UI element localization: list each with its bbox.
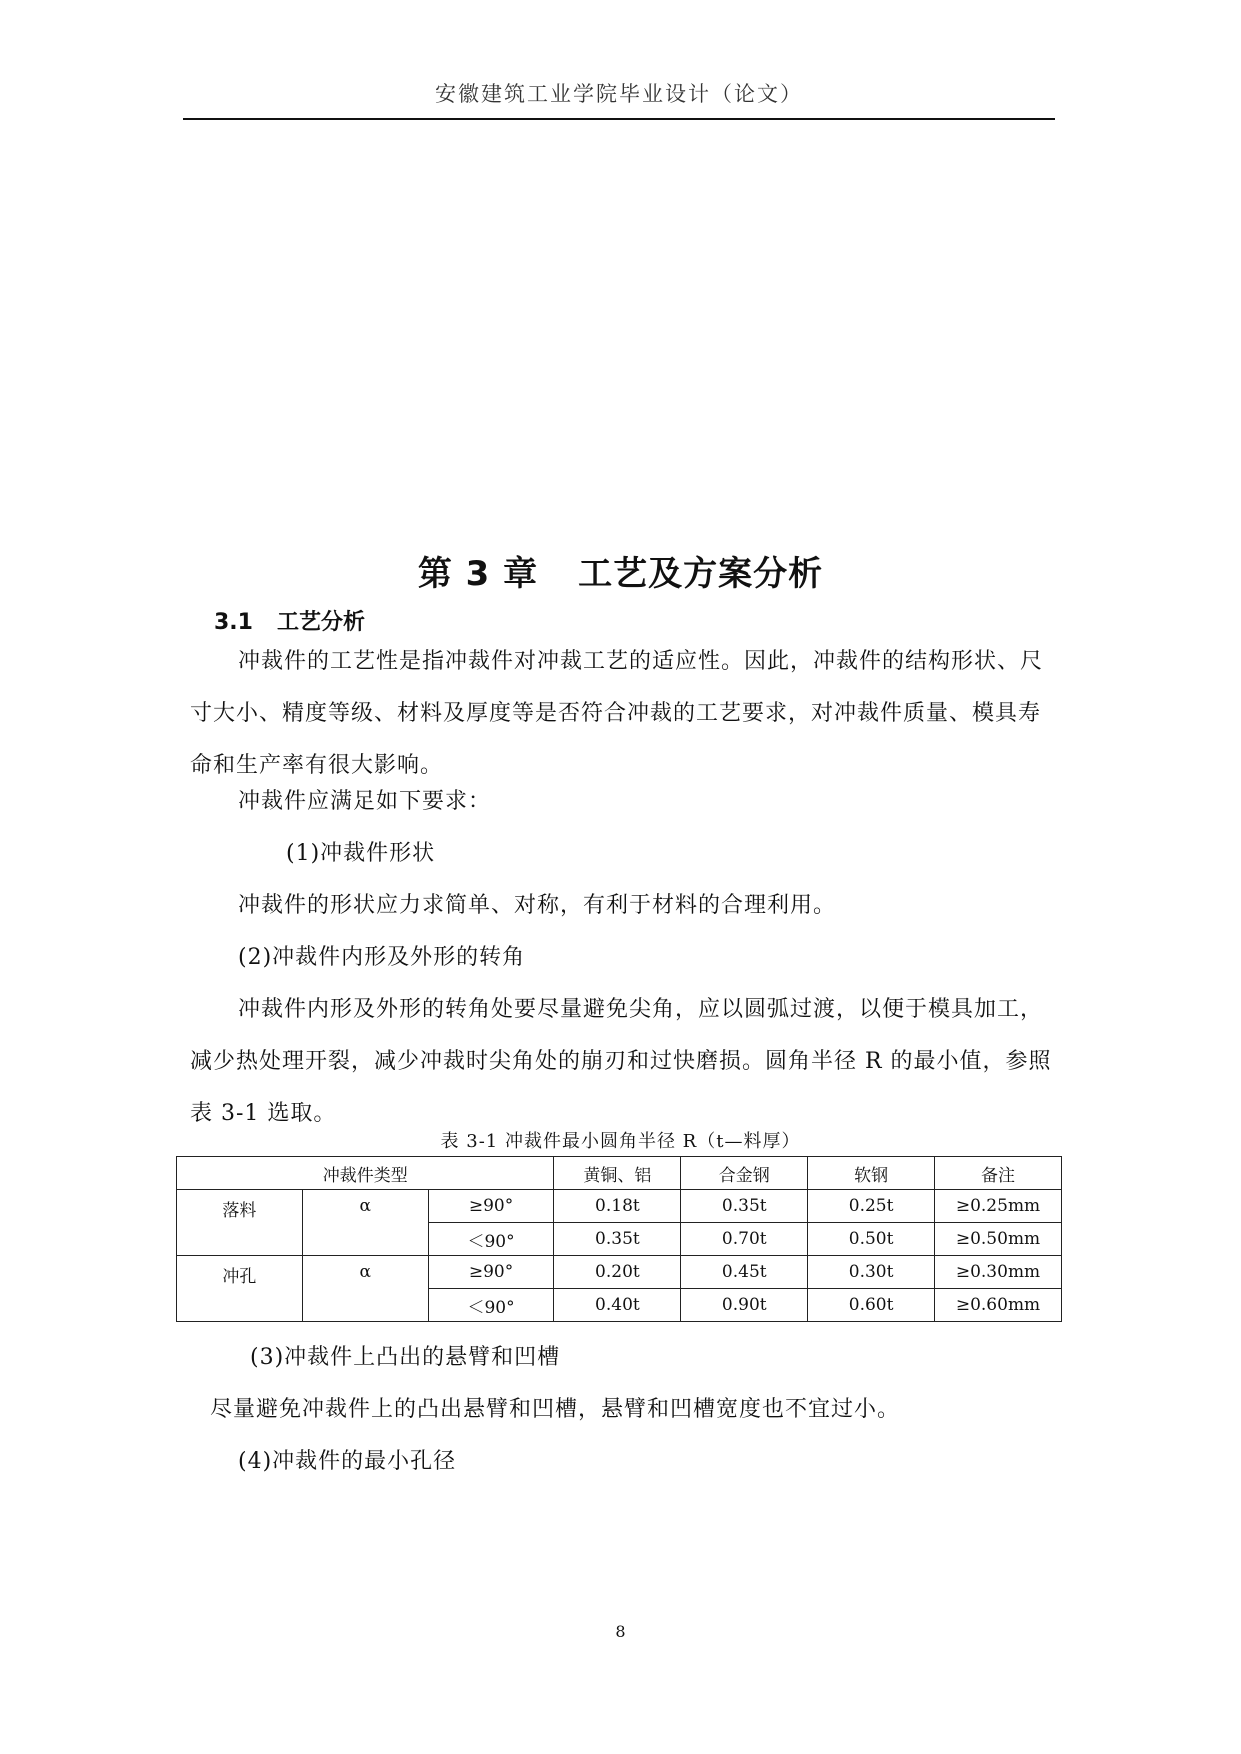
angle-cell: ≥90° [428,1190,554,1223]
item4-title: (4)冲裁件的最小孔径 [238,1449,457,1474]
alloy-cell: 0.35t [681,1190,808,1223]
chapter-title [0,546,1241,595]
header-rule [183,118,1055,120]
section-title [214,605,365,636]
table-row [177,1190,1062,1223]
item2-title: (2)冲裁件内形及外形的转角 [238,945,526,970]
note-cell: ≥0.50mm [935,1223,1062,1256]
chapter-number: 第 3 章 [417,554,539,594]
alloy-cell: 0.45t [681,1256,808,1289]
mild-steel-cell: 0.50t [808,1223,935,1256]
section-number: 3.1 [214,610,253,635]
angle-symbol-cell: α [302,1256,428,1322]
group-name-cell: 冲孔 [177,1256,303,1322]
item1-text: 冲裁件的形状应力求简单、对称，有利于材料的合理利用。 [238,893,837,918]
brass-cell: 0.18t [554,1190,681,1223]
group-name-cell: 落料 [177,1190,303,1256]
table-header-cell: 黄铜、铝 [554,1157,681,1190]
page-number: 8 [615,1622,626,1641]
mild-steel-cell: 0.30t [808,1256,935,1289]
table-caption: 表 3-1 冲裁件最小圆角半径 R（t—料厚） [440,1131,801,1152]
paragraph-process-suitability: 冲裁件的工艺性是指冲裁件对冲裁工艺的适应性。因此，冲裁件的结构形状、尺寸大小、精度等级、材料及厚度等是否符合冲裁的工艺要求，对冲裁件质量、模具寿命和生产率有很大影响。 [190,649,1044,778]
mild-steel-cell: 0.60t [808,1289,935,1322]
angle-cell: ＜90° [428,1289,554,1322]
section-name: 工艺分析 [276,610,365,635]
angle-symbol-cell: α [302,1190,428,1256]
chapter-name: 工艺及方案分析 [578,554,824,594]
brass-cell: 0.20t [554,1256,681,1289]
angle-cell: ≥90° [428,1256,554,1289]
table-row [177,1256,1062,1289]
paragraph-requirements-intro: 冲裁件应满足如下要求： [238,789,492,814]
angle-cell: ＜90° [428,1223,554,1256]
mild-steel-cell: 0.25t [808,1190,935,1223]
min-radius-table [176,1156,1062,1322]
table-header-cell: 软钢 [808,1157,935,1190]
page-header: 安徽建筑工业学院毕业设计（论文） [435,82,803,106]
note-cell: ≥0.60mm [935,1289,1062,1322]
brass-cell: 0.35t [554,1223,681,1256]
table-header-row [177,1157,1062,1190]
table-header-cell: 合金钢 [681,1157,808,1190]
alloy-cell: 0.90t [681,1289,808,1322]
alloy-cell: 0.70t [681,1223,808,1256]
item3-title: (3)冲裁件上凸出的悬臂和凹槽 [250,1345,561,1370]
note-cell: ≥0.30mm [935,1256,1062,1289]
table-header-cell: 冲裁件类型 [177,1157,554,1190]
table-header-cell: 备注 [935,1157,1062,1190]
item1-title: (1)冲裁件形状 [286,841,436,866]
brass-cell: 0.40t [554,1289,681,1322]
note-cell: ≥0.25mm [935,1190,1062,1223]
item2-text: 冲裁件内形及外形的转角处要尽量避免尖角，应以圆弧过渡，以便于模具加工，减少热处理开裂，减少冲裁时尖角处的崩刃和过快磨损。圆角半径 R 的最小值，参照表 3-1 选取。 [190,997,1052,1126]
item3-text: 尽量避免冲裁件上的凸出悬臂和凹槽，悬臂和凹槽宽度也不宜过小。 [210,1397,901,1422]
